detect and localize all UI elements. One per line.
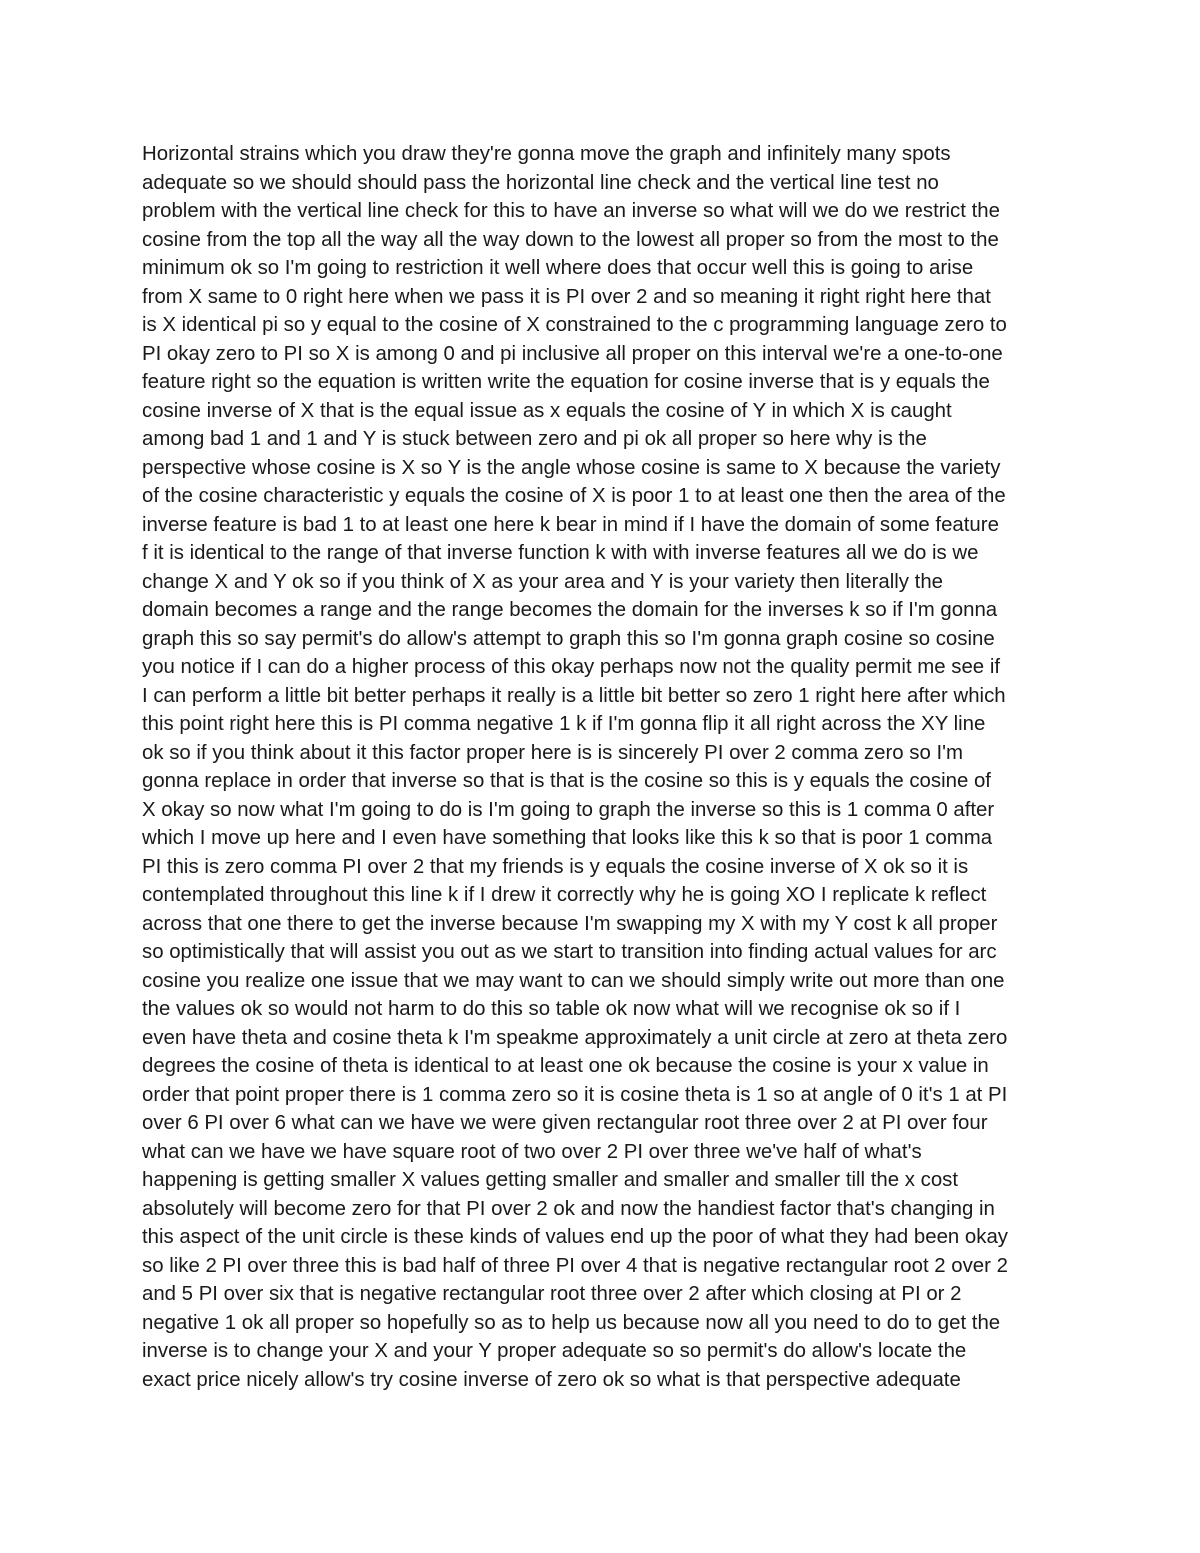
text-line: PI this is zero comma PI over 2 that my friends is y equals the cosine inverse of X ok so it is [142, 855, 969, 878]
text-line: this point right here this is PI comma negative 1 k if I'm gonna flip it all right across the XY line [142, 713, 986, 735]
text-line: gonna replace in order that inverse so that is that is the cosine so this is y equals the cosine of [142, 770, 991, 792]
text-line: adequate so we should should pass the horizontal line check and the vertical line test no [142, 171, 939, 194]
text-line: ok so if you think about it this factor proper here is is sincerely PI over 2 comma zero so I'm [142, 741, 963, 764]
text-line: this aspect of the unit circle is these kinds of values end up the poor of what they had been okay [142, 1226, 1009, 1248]
text-line: feature right so the equation is written write the equation for cosine inverse that is y equals the [142, 371, 990, 393]
text-line: over 6 PI over 6 what can we have we were given rectangular root three over 2 at PI over four [142, 1112, 988, 1134]
text-line: absolutely will become zero for that PI over 2 ok and now the handiest factor that's changing in [142, 1197, 995, 1220]
text-line: order that point proper there is 1 comma zero so it is cosine theta is 1 so at angle of 0 it's 1 at PI [142, 1083, 1008, 1106]
text-line: domain becomes a range and the range becomes the domain for the inverses k so if I'm gonna [142, 599, 998, 621]
text-line: PI okay zero to PI so X is among 0 and pi inclusive all proper on this interval we're a one-to-one [142, 342, 1003, 365]
text-line: what can we have we have square root of two over 2 PI over three we've half of what's [142, 1140, 922, 1163]
text-line: exact price nicely allow's try cosine inverse of zero ok so what is that perspective adequate [142, 1368, 961, 1391]
text-line: contemplated throughout this line k if I drew it correctly why he is going XO I replicate k reflect [142, 884, 987, 906]
text-line: change X and Y ok so if you think of X as your area and Y is your variety then literally the [142, 570, 943, 593]
text-line: Horizontal strains which you draw they're gonna move the graph and infinitely many spots [142, 143, 951, 165]
text-line: minimum ok so I'm going to restriction it well where does that occur well this is going to arise [142, 257, 974, 279]
text-line: from X same to 0 right here when we pass it is PI over 2 and so meaning it right right here that [142, 285, 991, 308]
text-line: negative 1 ok all proper so hopefully so as to help us because now all you need to do to get the [142, 1311, 1001, 1334]
text-line: happening is getting smaller X values getting smaller and smaller and smaller till the x cost [142, 1169, 959, 1191]
text-line: cosine inverse of X that is the equal issue as x equals the cosine of Y in which X is caught [142, 399, 952, 422]
text-line: which I move up here and I even have something that looks like this k so that is poor 1 comma [142, 827, 993, 849]
text-line: problem with the vertical line check for this to have an inverse so what will we do we restrict the [142, 200, 1000, 222]
text-line: among bad 1 and 1 and Y is stuck between zero and pi ok all proper so here why is the [142, 428, 927, 450]
text-line: inverse is to change your X and your Y proper adequate so so permit's do allow's locate the [142, 1340, 967, 1362]
text-line: degrees the cosine of theta is identical to at least one ok because the cosine is your x value in [142, 1055, 989, 1077]
text-line: graph this so say permit's do allow's attempt to graph this so I'm gonna graph cosine so cosine [142, 627, 995, 650]
text-line: cosine you realize one issue that we may want to can we should simply write out more than one [142, 969, 1005, 992]
text-line: cosine from the top all the way all the way down to the lowest all proper so from the most to the [142, 228, 999, 251]
text-line: you notice if I can do a higher process of this okay perhaps now not the quality permit me see if [142, 656, 1001, 678]
text-line: X okay so now what I'm going to do is I'm going to graph the inverse so this is 1 comma 0 after [142, 798, 995, 821]
text-line: of the cosine characteristic y equals the cosine of X is poor 1 to at least one then the area of the [142, 485, 1006, 507]
text-line: so optimistically that will assist you out as we start to transition into finding actual values for arc [142, 941, 997, 963]
text-line: and 5 PI over six that is negative rectangular root three over 2 after which closing at PI or 2 [142, 1283, 962, 1305]
text-line: so like 2 PI over three this is bad half of three PI over 4 that is negative rectangular root 2 over 2 [142, 1254, 1008, 1277]
text-line: inverse feature is bad 1 to at least one here k bear in mind if I have the domain of some feature [142, 513, 999, 536]
text-line: the values ok so would not harm to do this so table ok now what will we recognise ok so if I [142, 998, 961, 1020]
body-text [142, 140, 1142, 1394]
text-line: even have theta and cosine theta k I'm speakme approximately a unit circle at zero at theta zero [142, 1026, 1008, 1049]
text-line: perspective whose cosine is X so Y is the angle whose cosine is same to X because the variety [142, 456, 1001, 479]
text-line: across that one there to get the inverse because I'm swapping my X with my Y cost k all proper [142, 912, 998, 935]
text-line: is X identical pi so y equal to the cosine of X constrained to the c programming language zero to [142, 314, 1007, 336]
text-line: I can perform a little bit better perhaps it really is a little bit better so zero 1 right here after which [142, 684, 1006, 707]
text-line: f it is identical to the range of that inverse function k with with inverse features all we do is we [142, 542, 979, 564]
